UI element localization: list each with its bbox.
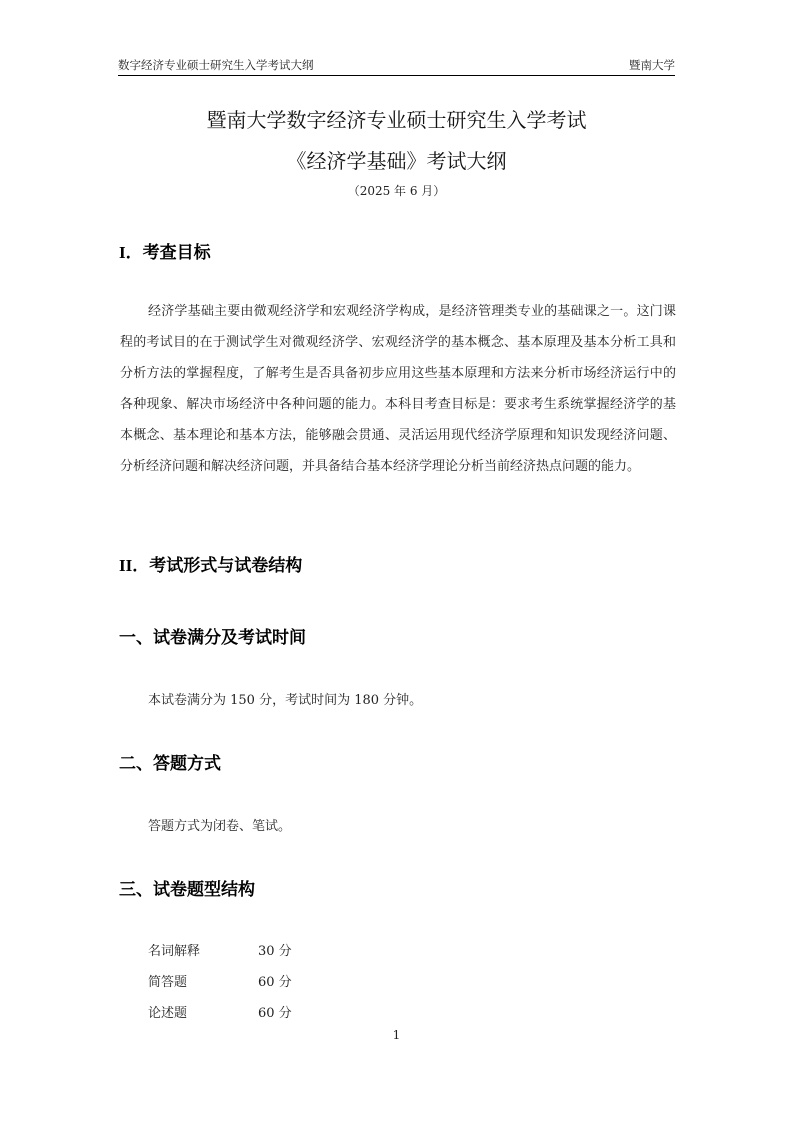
document-date: （2025 年 6 月）: [347, 184, 446, 198]
question-type-score: 30 分: [258, 944, 292, 959]
subsection-1-heading: 一、试卷满分及考试时间: [119, 628, 306, 648]
subsection-1-text: 本试卷满分为 150 分，考试时间为 180 分钟。: [148, 693, 423, 708]
subsection-2-text: 答题方式为闭卷、笔试。: [148, 819, 292, 834]
document-title-line1: 暨南大学数字经济专业硕士研究生入学考试: [206, 108, 587, 132]
question-type-score: 60 分: [258, 1006, 292, 1021]
running-header: [118, 55, 675, 76]
section-1-title: 考查目标: [142, 243, 211, 263]
section-1-body: [120, 296, 676, 482]
subsection-3-heading: 三、试卷题型结构: [119, 880, 255, 900]
section-2-title: 考试形式与试卷结构: [149, 556, 303, 576]
section-1-number: I．: [119, 243, 143, 262]
question-type-name: 名词解释: [148, 944, 201, 959]
section-1-heading: [119, 238, 211, 263]
subsection-2-heading: 二、答题方式: [119, 754, 221, 774]
question-type-name: 简答题: [148, 975, 188, 990]
question-type-name: 论述题: [148, 1006, 188, 1021]
page-number: 1: [392, 1028, 401, 1042]
section-2-heading: [119, 551, 302, 576]
section-2-number: II．: [119, 556, 150, 575]
document-title-line2: 《经济学基础》考试大纲: [286, 149, 507, 173]
header-university-name: 暨南大学: [629, 58, 675, 72]
header-document-title: 数字经济专业硕士研究生入学考试大纲: [118, 58, 314, 72]
question-type-score: 60 分: [258, 975, 292, 990]
section-1-paragraph: 经济学基础主要由微观经济学和宏观经济学构成，是经济管理类专业的基础课之一。这门课程的考试目的在于测试学生对微观经济学、宏观经济学的基本概念、基本原理及基本分析工具和分析方法的掌握程度，了解考生是否具备初步应用这些基本原理和方法来分析市场经济运行中的各种现象、解决市场经济中各种问题的能力。本科目考查目标是：要求考生系统掌握经济学的基本概念、基本理论和基本方法，能够融会贯通、灵活运用现代经济学原理和知识发现经济问题、分析经济问题和解决经济问题，并具备结合基本经济学理论分析当前经济热点问题的能力。: [120, 304, 676, 474]
